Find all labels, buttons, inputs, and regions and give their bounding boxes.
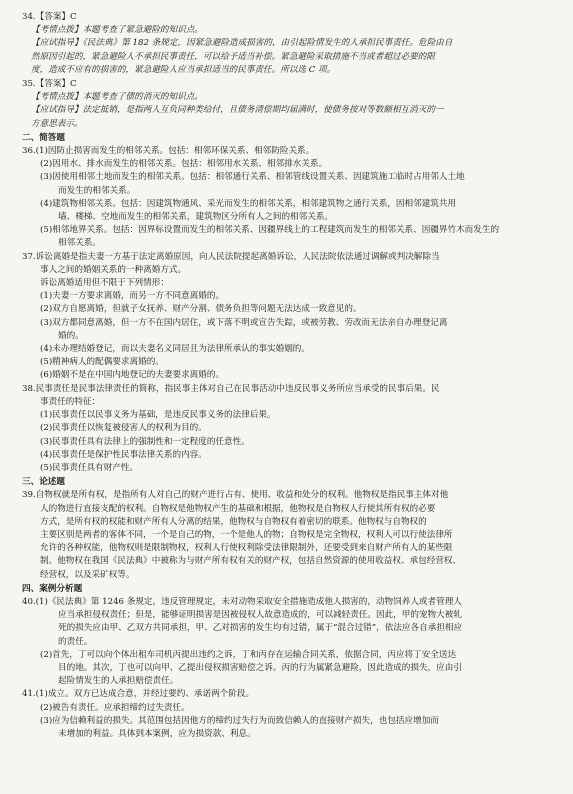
- q36-line: (5)相邻地界关系。包括：因界标设置而发生的相邻关系、因疆界线上的工程建筑而发生的相邻关系、因疆界竹木而发生的: [40, 225, 500, 236]
- q38-line: (2)民事责任以恢复被侵害人的权利为目的。: [40, 423, 207, 434]
- q36-line: 墙、楼梯、空地而发生的相邻关系，建筑物区分所有人之间的相邻关系。: [58, 212, 334, 223]
- q41-line: (3)应为信赖利益的损失。其范围包括因他方的缔约过失行为而致信赖人的直接财产损失，也包括应增加而: [40, 715, 439, 726]
- q36-block: [22, 145, 551, 251]
- q40-block: [22, 596, 551, 688]
- q39-line: 允许的各种权能，他物权则是限制物权，权利人行使权利除受法律限制外，还要受到来自财产所有人的某些限: [40, 543, 453, 554]
- q38-line: (3)民事责任具有法律上的强制性和一定程度的任意性。: [40, 436, 250, 447]
- q37-block: [22, 251, 551, 383]
- q40-line: 40.(1)《民法典》第 1246 条规定，违反管理规定，未对动物采取安全措施造成他人损害的，动物饲养人或者管理人: [22, 596, 462, 607]
- q36-line: (4)建筑物相邻关系。包括：因建筑物通风、采光而发生的相邻关系，相邻建筑物之通行关系，因相邻建筑共用: [40, 198, 457, 209]
- q38-line: (5)民事责任具有财产性。: [40, 462, 139, 473]
- q39-line: 制。他物权在我国《民法典》中被称为与财产所有权有关的财产权，包括自然资源的使用收益权、承包经营权、: [40, 556, 462, 567]
- q38-line: (1)民事责任以民事义务为基础，是违反民事义务的法律后果。: [40, 410, 276, 421]
- q36-line: (2)因用水、排水而发生的相邻关系。包括：相邻用水关系、相邻排水关系。: [40, 159, 328, 170]
- q38-line: (4)民事责任是保护性民事法律关系的内容。: [40, 449, 207, 460]
- q36-line: 而发生的相邻关系。: [58, 185, 136, 196]
- q37-line: (2)双方自愿离婚，但就子女抚养、财产分割、债务负担等问题无法达成一致意见的。: [40, 304, 362, 315]
- q41-line: 未增加的利益。具体到本案例，应为损资款、利息。: [58, 728, 256, 739]
- q34-point: 【考情点拨】本题考查了紧急避险的知识点。: [31, 25, 203, 36]
- q39-line: 主要区别是两者的客体不同，一个是自己的物，一个是他人的物；自物权是完全物权，权利人可以行使法律所: [40, 529, 453, 540]
- q40-line: 死的损失应由甲、乙双方共同承担，甲、乙对损害的发生均有过错，属于“混合过错”，依法应各自承担相应: [58, 623, 463, 634]
- q37-line: 37.诉讼离婚是指夫妻一方基于法定离婚原因，向人民法院提起离婚诉讼，人民法院依法通过调解或判决解除当: [22, 251, 440, 262]
- q39-line: 经营权，以及采矿权等。: [40, 569, 135, 580]
- q39-line: 方式，是所有权的权能和财产所有人分离的结果，他物权与自物权有着密切的联系。他物权与自物权的: [40, 516, 427, 527]
- q37-line: (1)夫妻一方要求离婚，而另一方不同意离婚的。: [40, 291, 225, 302]
- q37-line: 婚的。: [58, 330, 84, 341]
- q36-line: 36.(1)因防止损害而发生的相邻关系。包括：相邻环保关系、相邻防险关系。: [22, 146, 315, 157]
- q37-line: (4)未办理结婚登记，而以夫妻名义同居且为法律所承认的事实婚姻的。: [40, 344, 310, 355]
- q37-line: (6)婚姻不是在中国内地登记的夫妻要求离婚的。: [40, 370, 225, 381]
- q36-line: 相邻关系。: [58, 238, 101, 249]
- q34-block: [22, 11, 551, 77]
- q38-line: 事责任的特征：: [40, 396, 101, 407]
- q40-line: 目的地。其次，丁也可以向甲、乙提出侵权损害赔偿之诉。丙的行为属紧急避险，因此造成的损失，应由引: [58, 662, 462, 673]
- q38-block: [22, 383, 551, 475]
- q35-guide-line: 方意思表示。: [31, 118, 83, 129]
- q37-line: (3)双方都同意离婚，但一方不在国内居住，或下落不明或宣告失踪，或被劳教、劳改而无法亲自办理登记离: [40, 317, 448, 328]
- q34-guide-line: 【应试指导】《民法典》第 182 条规定，因紧急避险造成损害的，由引起险情发生的人承担民事责任。危险由自: [31, 38, 453, 49]
- q40-line: 起险情发生的人承担赔偿责任。: [58, 676, 179, 687]
- section-heading-short-answer: 二、简答题: [22, 132, 65, 143]
- q41-line: 41.(1)成立。双方已达成合意，并经过要约、承诺两个阶段。: [22, 689, 255, 700]
- q34-guide-line: 然原因引起的，紧急避险人不承担民事责任，可以给予适当补偿。紧急避险采取措施不当或者超过必要的限: [31, 51, 435, 62]
- q37-line: 事人之间的婚姻关系的一种离婚方式。: [40, 264, 187, 275]
- q39-line: 39.自物权就是所有权，是指所有人对自己的财产进行占有、使用、收益和处分的权利。他物权是指民事主体对他: [22, 490, 449, 501]
- q40-line: 的责任。: [58, 636, 93, 647]
- q39-block: [22, 489, 551, 581]
- q41-block: [22, 688, 551, 741]
- q35-answer: 35.【答案】C: [22, 79, 77, 90]
- q37-line: 诉讼离婚适用但不限于下列情形：: [40, 278, 169, 289]
- q37-line: (5)精神病人的配偶要求离婚的。: [40, 357, 164, 368]
- q39-line: 人的物进行直接支配的权利。自物权是他物权产生的基础和根据，他物权是自物权人行使其所有权的必要: [40, 503, 436, 514]
- section-heading-essay: 三、论述题: [22, 477, 65, 488]
- q35-point: 【考情点拨】本题考查了债的消灭的知识点。: [31, 92, 203, 103]
- q36-line: (3)因使用相邻土地而发生的相邻关系。包括：相邻通行关系、相邻管线设置关系、因建筑施工临时占用邻人土地: [40, 172, 465, 183]
- q40-line: (2)首先，丁可以向个体出租车司机丙提出违约之诉，丁和丙存在运输合同关系，依据合同，丙应将丁安全送达: [40, 649, 457, 660]
- q38-line: 38.民事责任是民事法律责任的简称，指民事主体对自己在民事活动中违反民事义务所应当承受的民事后果。民: [22, 383, 440, 394]
- section-heading-case-analysis: 四、案例分析题: [22, 583, 83, 594]
- q34-answer: 34.【答案】C: [22, 12, 77, 22]
- q41-line: (2)被告有责任。应承担缔约过失责任。: [40, 702, 190, 713]
- q35-block: [22, 78, 551, 131]
- q40-line: 应当承担侵权责任；但是，能够证明损害是因被侵权人故意造成的，可以减轻责任。因此，甲的宠物大被轧: [58, 610, 462, 621]
- q34-guide-line: 度，造成不应有的损害的，紧急避险人应当承担适当的民事责任。所以选 C 项。: [31, 64, 336, 75]
- q35-guide-line: 【应试指导】法定抵销，是指两人互负同种类给付，且债务清偿期均届满时，使债务按对等数额相互消灭的一: [31, 105, 444, 116]
